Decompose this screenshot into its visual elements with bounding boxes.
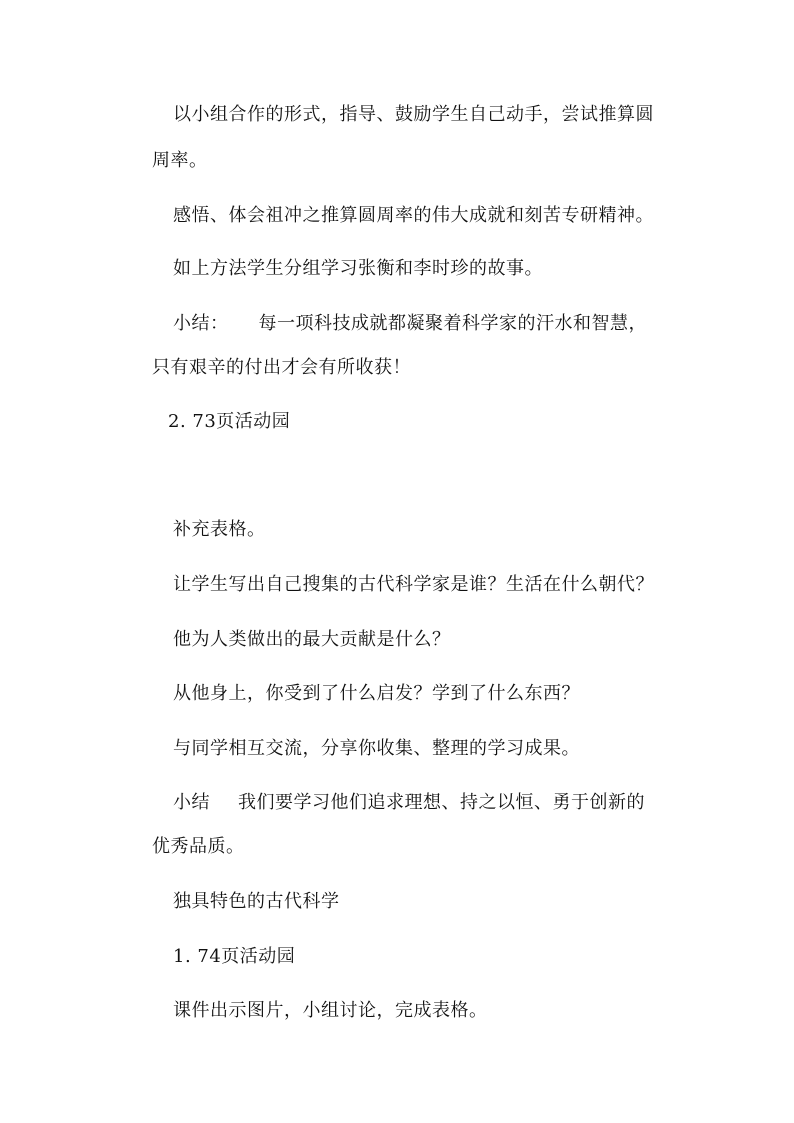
paragraph: 感悟、体会祖冲之推算圆周率的伟大成就和刻苦专研精神。 [173,205,654,226]
paragraph: 补充表格。 [173,519,266,540]
summary-line [173,312,647,336]
section-heading: 独具特色的古代科学 [173,891,340,912]
summary-label: 小结 [173,792,210,813]
paragraph: 从他身上，你受到了什么启发？学到了什么东西？ [173,683,580,704]
paragraph: 如上方法学生分组学习张衡和李时珍的故事。 [173,258,543,279]
paragraph: 课件出示图片，小组讨论，完成表格。 [173,1000,488,1021]
paragraph: 让学生写出自己搜集的古代科学家是谁？生活在什么朝代？ [173,574,654,595]
paragraph-line: 以小组合作的形式，指导、鼓励学生自己动手，尝试推算圆 [173,104,654,125]
paragraph: 他为人类做出的最大贡献是什么？ [173,629,451,650]
summary-text: 我们要学习他们追求理想、持之以恒、勇于创新的 [238,792,645,813]
summary-line [173,791,645,815]
summary-line-2: 只有艰辛的付出才会有所收获！ [152,357,411,378]
summary-label: 小结： [173,313,229,334]
summary-text: 每一项科技成就都凝聚着科学家的汗水和智慧， [258,313,647,334]
paragraph: 与同学相互交流，分享你收集、整理的学习成果。 [173,738,580,759]
list-item: 1. 74页活动园 [173,946,296,967]
paragraph-line: 周率。 [152,150,208,171]
summary-line-2: 优秀品质。 [152,836,245,857]
list-item: 2. 73页活动园 [168,411,291,432]
